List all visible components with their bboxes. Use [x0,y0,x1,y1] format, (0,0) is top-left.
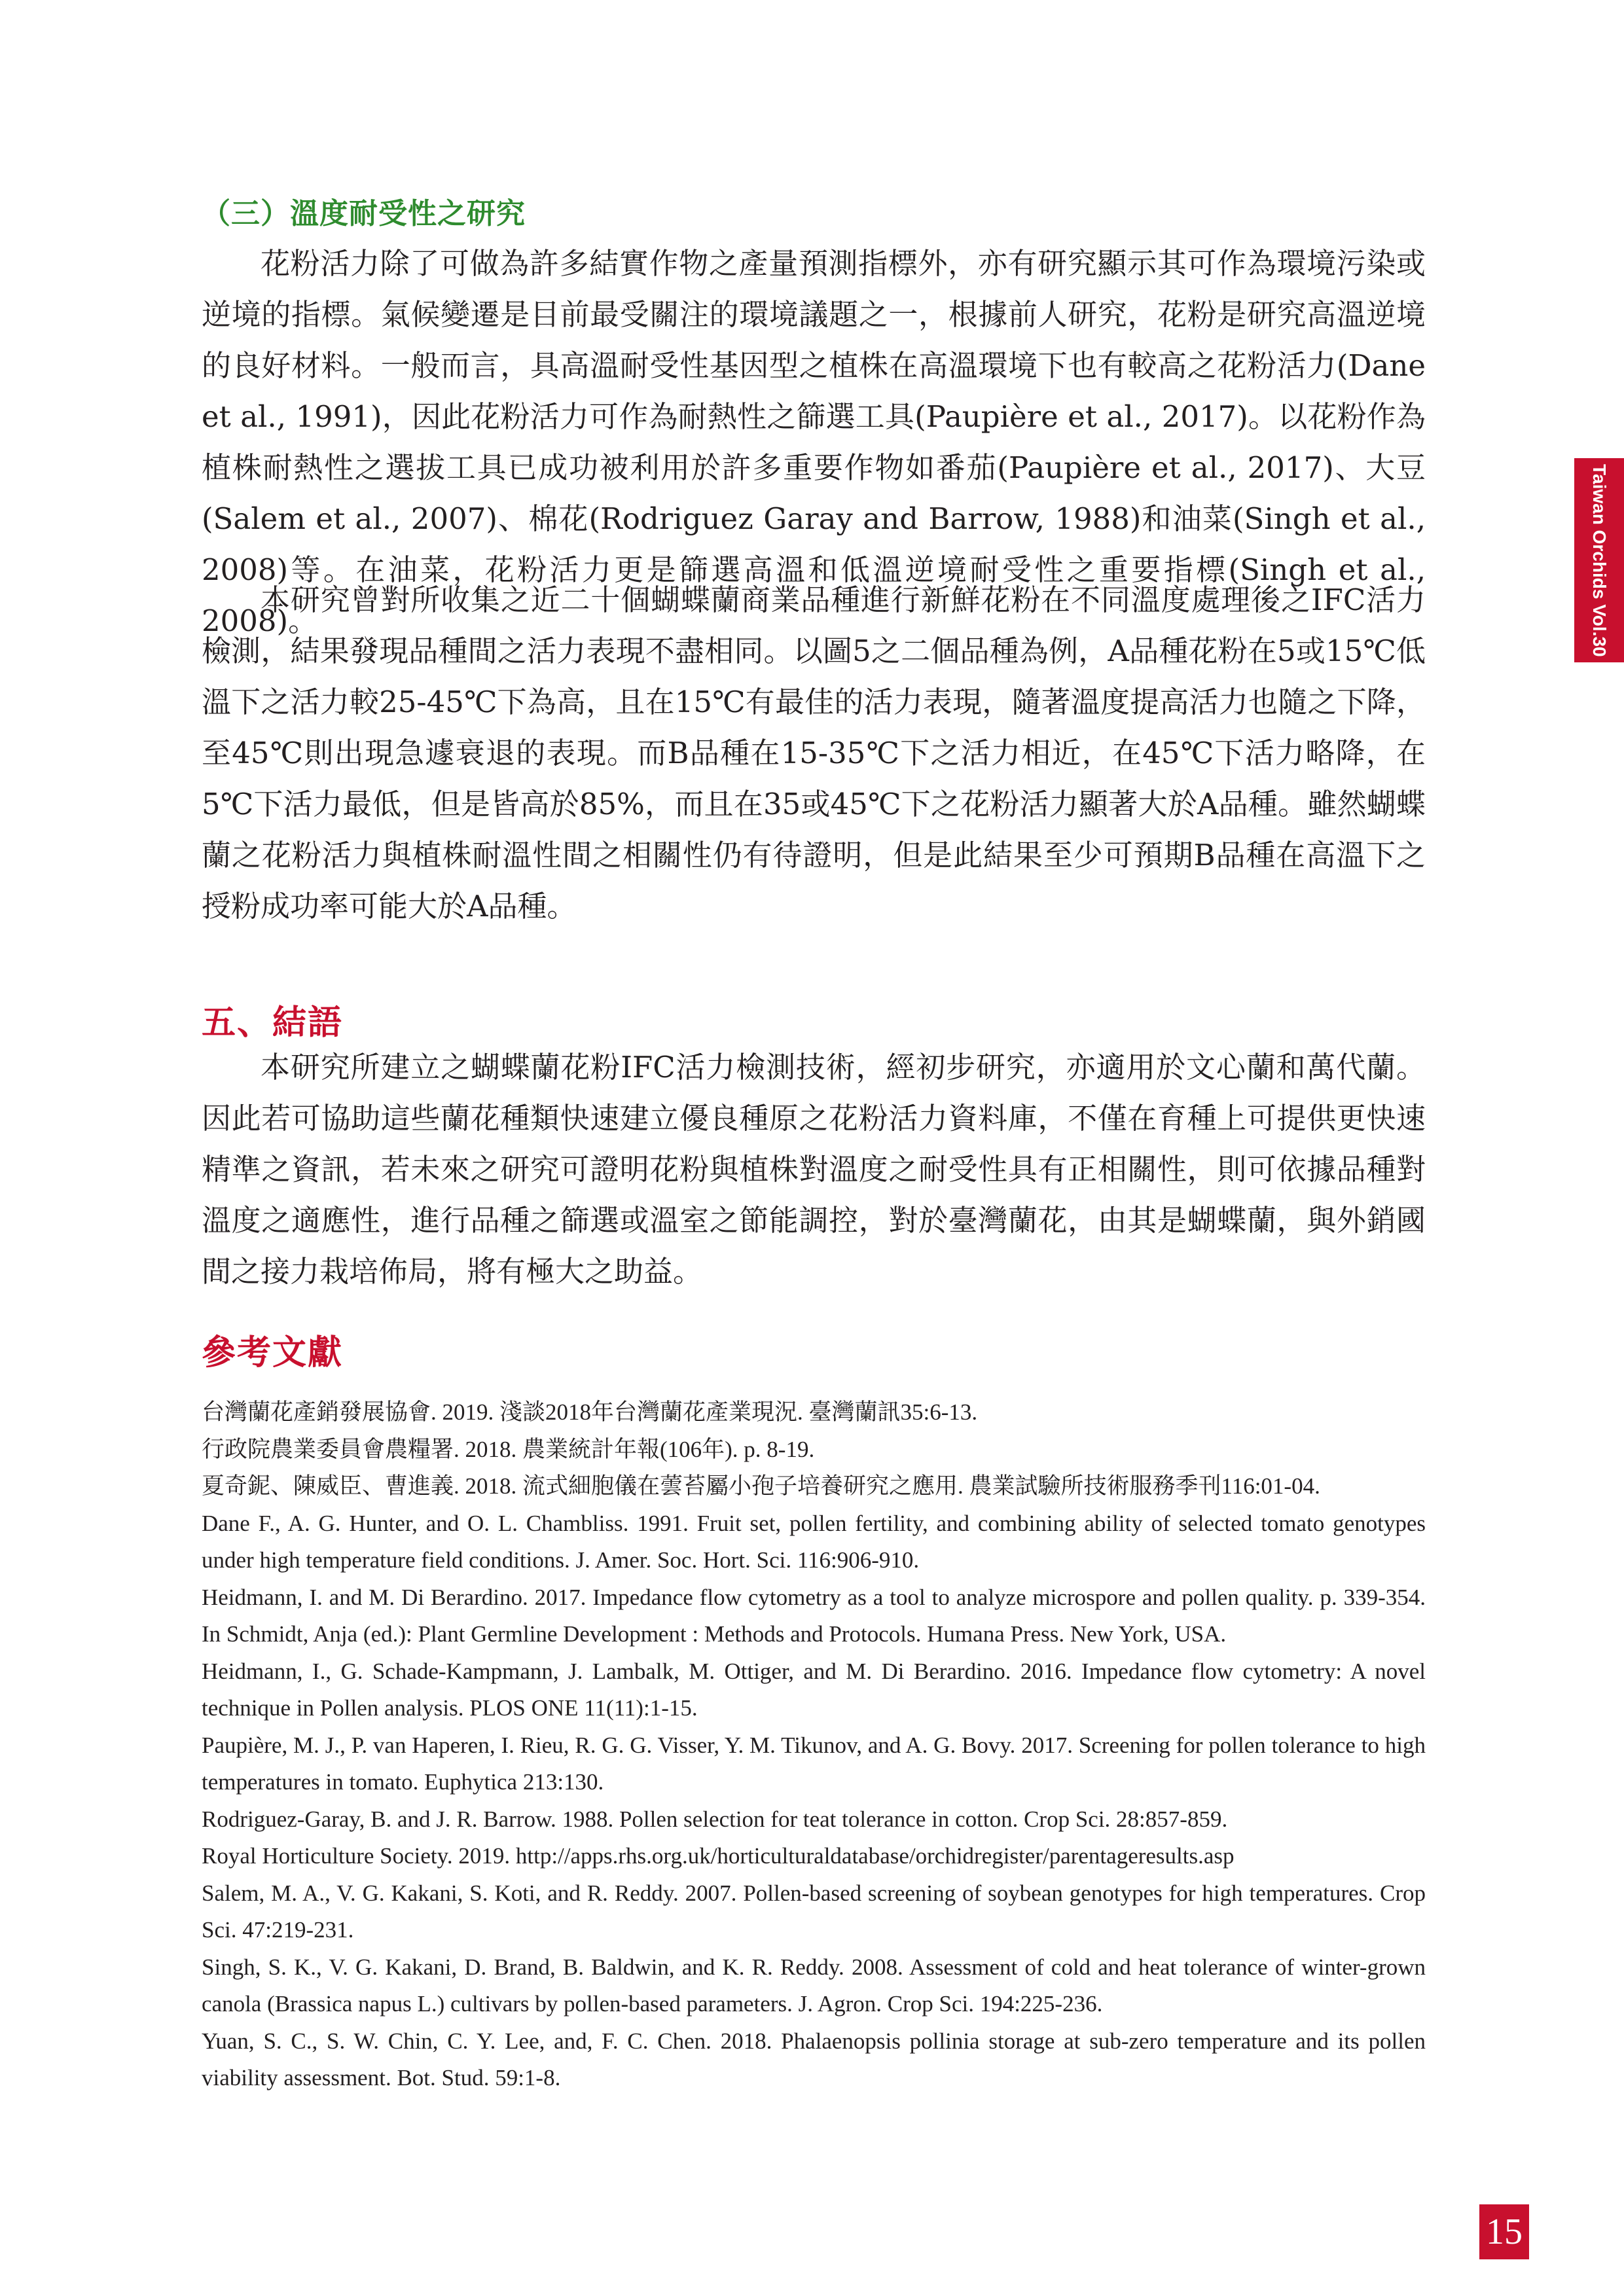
reference-item: Rodriguez-Garay, B. and J. R. Barrow. 1988. Pollen selection for teat tolerance in cotton. Crop Sci. 28:857-859. [202,1806,1228,1832]
references-list [202,1394,1426,2097]
reference-item: 台灣蘭花產銷發展協會. 2019. 淺談2018年台灣蘭花產業現況. 臺灣蘭訊35:6-13. [202,1399,978,1425]
reference-item: Royal Horticulture Society. 2019. http://apps.rhs.org.uk/horticulturaldatabase/orchidregister/parentageresults.asp [202,1843,1235,1869]
journal-side-tab-label: Taiwan Orchids Vol.30 [1589,463,1610,657]
reference-item: Yuan, S. C., S. W. Chin, C. Y. Lee, and, F. C. Chen. 2018. Phalaenopsis pollinia storage at sub-zero temperature and its pollen viability assessment. Bot. Stud. 59:1-8. [202,2028,1426,2090]
reference-item: Salem, M. A., V. G. Kakani, S. Koti, and R. Reddy. 2007. Pollen-based screening of soybean genotypes for high temperatures. Crop Sci. 47:219-231. [202,1880,1426,1943]
page-number: 15 [1479,2204,1529,2259]
reference-item: Heidmann, I., G. Schade-Kampmann, J. Lambalk, M. Ottiger, and M. Di Berardino. 2016. Impedance flow cytometry: A novel technique in Pollen analysis. PLOS ONE 11(11):1-15. [202,1658,1426,1721]
section3-heading: （三）溫度耐受性之研究 [202,197,526,230]
references-heading: 參考文獻 [202,1333,344,1372]
section5-heading: 五、結語 [202,1003,344,1043]
reference-item: Singh, S. K., V. G. Kakani, D. Brand, B. Baldwin, and K. R. Reddy. 2008. Assessment of cold and heat tolerance of winter-grown canola (Brassica napus L.) cultivars by pollen-based parameters. J. Agron. Crop Sci. 194:225-236. [202,1954,1426,2017]
reference-item: Heidmann, I. and M. Di Berardino. 2017. Impedance flow cytometry as a tool to analyze microspore and pollen quality. p. 339-354. In Schmidt, Anja (ed.): Plant Germline Development : Methods and Protocols. Humana Press. New York, USA. [202,1584,1426,1647]
section5-paragraph: 本研究所建立之蝴蝶蘭花粉IFC活力檢測技術，經初步研究，亦適用於文心蘭和萬代蘭。因此若可協助這些蘭花種類快速建立優良種原之花粉活力資料庫，不僅在育種上可提供更快速精準之資訊，若未來之研究可證明花粉與植株對溫度之耐受性具有正相關性，則可依據品種對溫度之適應性，進行品種之篩選或溫室之節能調控，對於臺灣蘭花，由其是蝴蝶蘭，與外銷國間之接力栽培佈局，將有極大之助益。 [202,1050,1426,1289]
section3-paragraph-1: 花粉活力除了可做為許多結實作物之產量預測指標外，亦有研究顯示其可作為環境污染或逆境的指標。氣候變遷是目前最受關注的環境議題之一，根據前人研究，花粉是研究高溫逆境的良好材料。一般而言，具高溫耐受性基因型之植株在高溫環境下也有較高之花粉活力(Dane et al., 1991)，因此花粉活力可作為耐熱性之篩選工具(Paupière et al., 2017)。以花粉作為植株耐熱性之選拔工具已成功被利用於許多重要作物如番茄(Paupière et al., 2017)、大豆(Salem et al., 2007)、棉花(Rodriguez Garay and Barrow, 1988)和油菜(Singh et al., 2008)等。在油菜，花粉活力更是篩選高溫和低溫逆境耐受性之重要指標(Singh et al., 2008)。 [202,246,1426,638]
reference-item: 夏奇鈮、陳威臣、曹進義. 2018. 流式細胞儀在蕓苔屬小孢子培養研究之應用. 農業試驗所技術服務季刊116:01-04. [202,1473,1320,1499]
reference-item: Dane F., A. G. Hunter, and O. L. Chambliss. 1991. Fruit set, pollen fertility, and combining ability of selected tomato genotypes under high temperature field conditions. J. Amer. Soc. Hort. Sci. 116:906-910. [202,1510,1426,1573]
journal-side-tab [1574,458,1624,662]
section3-paragraph-2: 本研究曾對所收集之近二十個蝴蝶蘭商業品種進行新鮮花粉在不同溫度處理後之IFC活力檢測，結果發現品種間之活力表現不盡相同。以圖5之二個品種為例，A品種花粉在5或15℃低溫下之活力較25-45℃下為高，且在15℃有最佳的活力表現，隨著溫度提高活力也隨之下降，至45℃則出現急遽衰退的表現。而B品種在15-35℃下之活力相近，在45℃下活力略降，在5℃下活力最低，但是皆高於85%，而且在35或45℃下之花粉活力顯著大於A品種。雖然蝴蝶蘭之花粉活力與植株耐溫性間之相關性仍有待證明，但是此結果至少可預期B品種在高溫下之授粉成功率可能大於A品種。 [202,583,1426,924]
reference-item: Paupière, M. J., P. van Haperen, I. Rieu, R. G. G. Visser, Y. M. Tikunov, and A. G. Bovy. 2017. Screening for pollen tolerance to high temperatures in tomato. Euphytica 213:130. [202,1732,1426,1795]
reference-item: 行政院農業委員會農糧署. 2018. 農業統計年報(106年). p. 8-19. [202,1436,815,1462]
